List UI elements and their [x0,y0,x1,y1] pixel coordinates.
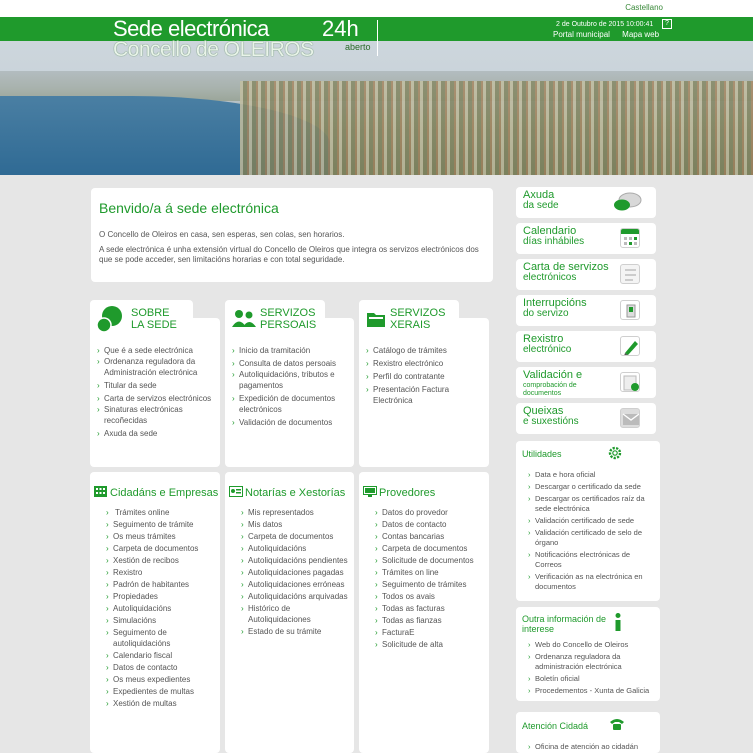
welcome-title: Benvido/a á sede electrónica [99,200,279,216]
citizen-attention-list [528,742,656,752]
sidebar-item-sublabel: do servizo [523,308,569,319]
providers-list [375,507,487,650]
brand-subtitle[interactable]: Concello de OLEIROS [113,38,314,61]
list-item[interactable]: › Xestión de recibos [106,555,218,566]
sidebar-item-registry[interactable] [516,331,656,362]
list-item[interactable]: › Carta de servizos electrónicos [97,393,217,404]
monitor-icon [363,486,377,497]
chat-bubbles-icon [612,192,642,212]
list-item[interactable]: › Validación certificado de selo de órgano [528,528,656,548]
providers-title: Provedores [379,487,436,499]
list-item[interactable]: › Seguimento de trámite [106,519,218,530]
hours-label: 24h [322,16,359,41]
general-services-title-1: SERVIZOS [390,307,446,319]
list-item[interactable]: › Carpeta de documentos [241,531,353,542]
utilities-title: Utilidades [522,449,562,459]
list-item[interactable]: › Mis datos [241,519,353,530]
general-services-title-2: XERAIS [390,319,431,331]
list-item[interactable]: › Rexistro electrónico [366,358,486,369]
other-info-box [516,607,660,701]
sidebar-item-label: Rexistro [523,333,564,345]
official-datetime: 2 de Outubro de 2015 10:00:41 [556,21,654,28]
personal-services-title-1: SERVIZOS [260,307,316,319]
sidebar-item-label: Axuda [523,189,555,201]
list-item[interactable]: › Todas as fianzas [375,615,487,626]
sidebar-item-interruptions[interactable] [516,295,656,326]
list-item[interactable]: › Calendario fiscal [106,650,218,661]
sidebar-item-label: Validación e [523,369,583,381]
other-info-title: Outra información de interese [522,614,607,634]
list-item[interactable]: › Expedición de documentos electrónicos [232,393,352,415]
list-item[interactable]: › Validación de documentos [232,417,352,428]
welcome-card [91,188,493,282]
sidebar-item-sublabel: comprobación de documentos [523,382,577,397]
gear-icon [607,445,623,461]
list-item[interactable]: › Autoliquidacións [241,543,353,554]
list-item[interactable]: › Autoliquidacións [106,603,218,614]
header-divider [377,20,378,56]
citizens-title: Cidadáns e Empresas [110,487,219,499]
list-item[interactable]: › Todas as facturas [375,603,487,614]
stamp-icon [620,372,640,392]
list-item[interactable]: › Estado de su trámite [241,626,353,637]
about-sede-title-2: LA SEDE [131,319,177,331]
list-item[interactable]: › Propiedades [106,591,218,602]
citizen-attention-box [516,712,660,753]
id-card-icon [229,486,243,497]
list-item[interactable]: › Xestión de multas [106,698,218,709]
folder-icon [366,309,386,329]
list-item[interactable]: › Todos os avais [375,591,487,602]
pen-icon [620,336,640,356]
general-services-title [390,307,445,331]
sidebar-item-label: Interrupcións [523,297,587,309]
building-icon [94,486,107,497]
users-icon [231,309,257,329]
personal-services-list [232,345,352,428]
list-item[interactable]: › Descargar os certificados raíz da sede electrónica [528,494,656,514]
list-item[interactable]: › Axuda da sede [97,428,217,439]
list-item[interactable]: › Titular da sede [97,380,217,391]
help-icon[interactable]: ? [662,19,672,29]
list-item[interactable]: › Simulacións [106,615,218,626]
list-item[interactable]: › Datos de contacto [106,662,218,673]
list-item[interactable]: › Padrón de habitantes [106,579,218,590]
list-item[interactable]: › Inicio da tramitación [232,345,352,356]
list-item[interactable]: › Autoliquidacións arquivadas [241,591,353,602]
list-item[interactable]: › Trámites on line [375,567,487,578]
chat-bubbles-icon [95,305,125,333]
list-item[interactable]: › Contas bancarias [375,531,487,542]
top-strip [0,0,753,17]
list-item[interactable]: › Autoliquidacións pendientes [241,555,353,566]
list-item[interactable]: › Carpeta de documentos [375,543,487,554]
power-switch-icon [620,300,640,320]
list-item[interactable]: › Mis representados [241,507,353,518]
notaries-title: Notarías e Xestorías [245,487,346,499]
list-item[interactable]: › Ordenanza reguladora da administración electrónica [528,652,656,672]
document-icon [620,264,640,284]
list-item[interactable]: › Histórico de Autoliquidaciones [241,603,353,625]
list-item[interactable]: › Trámites online [106,507,218,518]
brand-title[interactable]: Sede electrónica [113,16,269,41]
sidebar-item-sublabel: electrónicos [523,272,577,283]
list-item[interactable]: › Ordenanza reguladora da Administración electrónica [97,356,217,378]
info-icon [612,612,624,632]
list-item[interactable]: › Expedientes de multas [106,686,218,697]
list-item[interactable]: › Autoliquidaciones pagadas [241,567,353,578]
sidebar-item-sublabel: días inhábiles [523,236,585,247]
list-item[interactable]: › Autoliquidacións, tributos e pagamentos [232,369,352,391]
sidebar-item-sublabel: e suxestións [523,416,579,427]
utilities-box [516,441,660,601]
sidebar-item-sublabel: electrónico [523,344,572,355]
notaries-list [241,507,353,637]
about-sede-title [131,307,177,331]
sidebar-item-calendar[interactable] [516,223,656,254]
list-item[interactable]: › Web do Concello de Oleiros [528,640,656,650]
list-item[interactable]: › Perfil do contratante [366,371,486,382]
personal-services-title [260,307,316,331]
list-item[interactable]: › Procedementos - Xunta de Galicia [528,686,656,696]
citizen-attention-title: Atención Cidadá [522,721,589,731]
list-item[interactable]: › Data e hora oficial [528,470,656,480]
calendar-icon [620,228,640,248]
list-item[interactable]: › Os meus trámites [106,531,218,542]
welcome-description: A sede electrónica é unha extensión virtual do Concello de Oleiros que integra os servizos electrónicos dos que se pode acceder, sen limitacións horarias e con total seguridade. [99,245,479,264]
list-item[interactable]: › Notificacións electrónicas de Correos [528,550,656,570]
sidebar-item-help[interactable] [516,187,656,218]
citizens-list [106,507,218,709]
sidebar-item-complaints[interactable] [516,403,656,434]
list-item[interactable]: › Carpeta de documentos [106,543,218,554]
sitemap-link[interactable]: Mapa web [622,30,660,39]
list-item[interactable]: › Autoliquidaciones erróneas [241,579,353,590]
list-item[interactable]: › Que é a sede electrónica [97,345,217,356]
list-item[interactable]: › Seguimento de trámites [375,579,487,590]
list-item[interactable]: › Solicitude de alta [375,639,487,650]
welcome-intro: O Concello de Oleiros en casa, sen esperas, sen colas, sen horarios. [99,230,345,239]
list-item[interactable]: › Presentación Factura Electrónica [366,384,486,406]
envelope-icon [620,408,640,428]
open-label: aberto [345,42,371,52]
list-item[interactable]: › Catálogo de trámites [366,345,486,356]
about-sede-title-1: SOBRE [131,307,170,319]
phone-icon [609,717,625,731]
sidebar-item-service-charter[interactable] [516,259,656,290]
list-item[interactable]: › Sinaturas electrónicas recoñecidas [97,404,217,426]
other-info-list [528,640,656,696]
utilities-list [528,470,656,592]
list-item[interactable]: › Validación certificado de sede [528,516,656,526]
list-item[interactable]: › Oficina de atención ao cidadán [528,742,656,752]
sidebar-item-label: Queixas [523,405,564,417]
list-item[interactable]: › Solicitude de documentos [375,555,487,566]
language-link[interactable]: Castellano [625,3,663,12]
sidebar-item-label: Carta de servizos [523,261,609,273]
general-services-list [366,345,486,406]
list-item[interactable]: › Seguimento de autoliquidacións [106,627,218,649]
list-item[interactable]: › Descargar o certificado da sede [528,482,656,492]
sidebar-item-sublabel: da sede [523,200,559,211]
list-item[interactable]: › Verificación as na electrónica en documentos [528,572,656,592]
sidebar-item-label: Calendario [523,225,577,237]
list-item[interactable]: › Os meus expedientes [106,674,218,685]
panorama-town [240,81,753,175]
personal-services-title-2: PERSOAIS [260,319,317,331]
about-sede-list [97,345,217,439]
list-item[interactable]: › Consulta de datos persoais [232,358,352,369]
list-item[interactable]: › Datos do provedor [375,507,487,518]
list-item[interactable]: › Rexistro [106,567,218,578]
list-item[interactable]: › FacturaE [375,627,487,638]
list-item[interactable]: › Datos de contacto [375,519,487,530]
list-item[interactable]: › Boletín oficial [528,674,656,684]
sidebar-item-validation[interactable] [516,367,656,398]
portal-link[interactable]: Portal municipal [553,30,610,39]
header-links [553,30,669,39]
